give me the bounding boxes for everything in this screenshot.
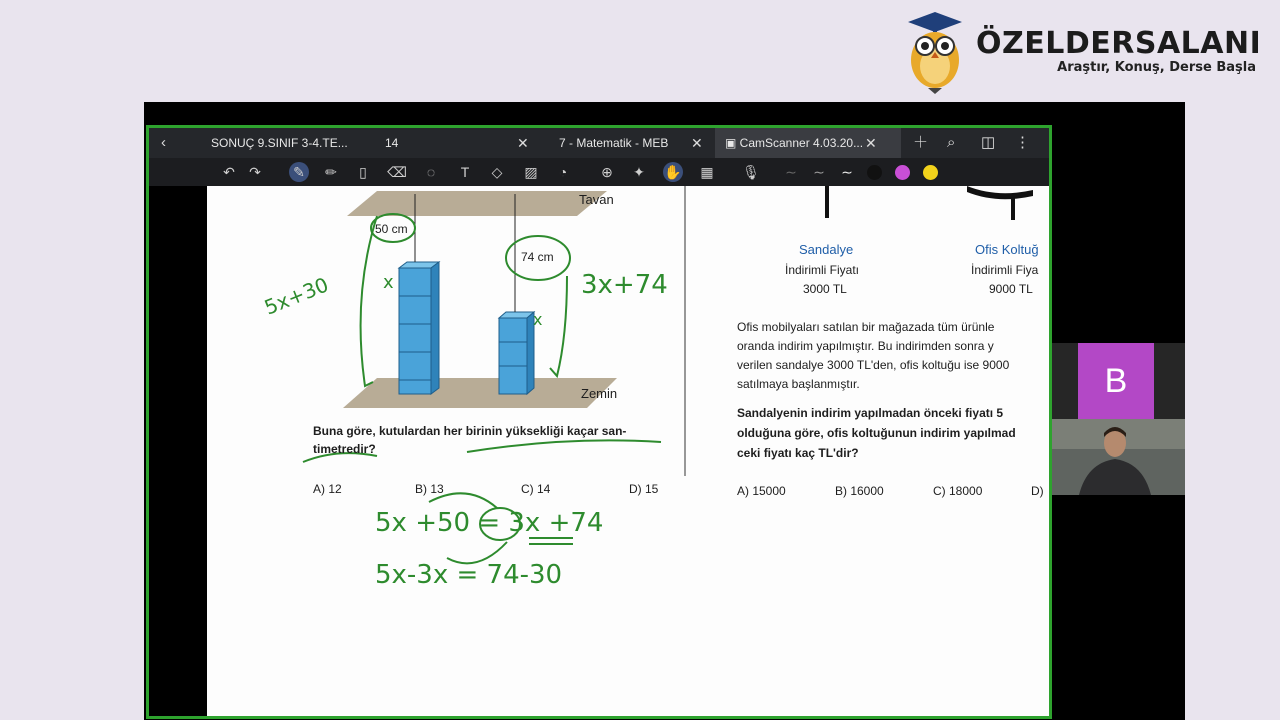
brand-logo <box>900 8 1270 98</box>
measure-right: 74 cm <box>521 250 554 264</box>
pattern-icon[interactable]: ▦ <box>700 164 714 180</box>
question-left-line1: Buna göre, kutulardan her birinin yüksekliği kaçar san- <box>313 424 627 438</box>
stroke-thick-icon[interactable]: ∼ <box>841 164 853 180</box>
zoom-icon[interactable]: ⊕ <box>601 164 613 180</box>
browser-tab-bar <box>149 128 1049 158</box>
option-b-right: B) 16000 <box>835 484 884 498</box>
laser-icon[interactable]: ✦ <box>633 164 645 180</box>
document-page[interactable] <box>207 186 1049 716</box>
color-purple-swatch[interactable] <box>895 165 910 180</box>
pen-icon[interactable]: ✎ <box>289 162 309 182</box>
handwriting-right-expr: 3x+74 <box>581 270 668 300</box>
tab-close-icon[interactable]: ✕ <box>865 135 877 151</box>
stroke-medium-icon[interactable]: ∼ <box>813 164 825 180</box>
hand-icon[interactable]: ✋ <box>664 164 682 180</box>
eraser-icon[interactable]: ⌫ <box>387 164 407 180</box>
search-icon[interactable]: ⌕ <box>947 134 956 151</box>
sticker-icon[interactable]: ◔ <box>558 164 568 180</box>
new-tab-plus-icon[interactable]: ＋ <box>913 134 929 151</box>
pencil-icon[interactable]: ✏ <box>325 164 337 180</box>
item2-price: 9000 TL <box>989 282 1033 296</box>
stroke-thin-icon[interactable]: ∼ <box>785 164 797 180</box>
more-dots-icon[interactable]: ⋮ <box>1015 134 1030 151</box>
handwriting-left-expr: 5x+30 <box>260 272 332 320</box>
owl-mascot-icon <box>904 10 966 94</box>
right-text-line1: Ofis mobilyaları satılan bir mağazada tüm ürünle <box>737 320 995 334</box>
question-right-line1: Sandalyenin indirim yapılmadan önceki fiyatı 5 <box>737 406 1004 420</box>
redo-icon[interactable]: ↷ <box>249 164 261 180</box>
shared-screen <box>146 125 1052 719</box>
chair-images <box>807 186 1049 226</box>
text-icon[interactable]: T <box>460 164 470 180</box>
brand-title: ÖZELDERSALANI <box>976 26 1262 61</box>
right-text-line3: verilen sandalye 3000 TL'den, ofis koltuğu ise 9000 <box>737 358 1010 372</box>
tab-camscanner-label: CamScanner 4.03.20... <box>739 136 864 150</box>
question-right-line3: ceki fiyatı kaç TL'dir? <box>737 446 859 460</box>
tab-close-icon[interactable]: ✕ <box>517 135 529 151</box>
shapes-icon[interactable]: ◇ <box>491 164 503 180</box>
highlighter-icon[interactable]: ▯ <box>359 164 367 180</box>
document-icon: ▣ <box>725 136 740 150</box>
handwriting-x-right: x <box>533 310 543 329</box>
question-right-line2: olduğuna göre, ofis koltuğunun indirim yapılmad <box>737 426 1016 440</box>
lasso-icon[interactable]: ◌ <box>426 164 436 180</box>
label-zemin: Zemin <box>581 386 618 401</box>
annotation-toolbar <box>149 158 1049 186</box>
option-a-right: A) 15000 <box>737 484 786 498</box>
back-chevron-icon[interactable]: ‹ <box>161 134 166 151</box>
option-d-left: D) 15 <box>629 482 659 496</box>
label-tavan: Tavan <box>579 192 614 207</box>
color-black-swatch[interactable] <box>867 165 882 180</box>
tab-14[interactable]: 14 <box>385 136 399 150</box>
image-icon[interactable]: ▨ <box>524 164 538 180</box>
option-d-right: D) <box>1031 484 1044 498</box>
handwriting-x-left: x <box>383 272 394 293</box>
handwriting-eq1: 5x +50 = 3x +74 <box>375 508 604 538</box>
sidebar-icon[interactable]: ◫ <box>981 134 996 151</box>
item2-price-label: İndirimli Fiya <box>971 263 1039 277</box>
microphone-icon[interactable]: 🎙 <box>742 164 760 180</box>
right-text-line2: oranda indirim yapılmıştır. Bu indirimden sonra y <box>737 339 994 353</box>
participant-avatar[interactable]: B <box>1078 343 1154 419</box>
participant-camera[interactable] <box>1049 419 1185 495</box>
webcam-person-icon <box>1049 419 1185 495</box>
item2-name: Ofis Koltuğ <box>975 242 1039 257</box>
option-c-left: C) 14 <box>521 482 551 496</box>
handwriting-eq2: 5x-3x = 74-30 <box>375 560 563 590</box>
option-b-left: B) 13 <box>415 482 444 496</box>
brand-tagline: Araştır, Konuş, Derse Başla <box>1057 60 1256 75</box>
item1-price-label: İndirimli Fiyatı <box>785 263 860 277</box>
tab-close-icon[interactable]: ✕ <box>691 135 703 151</box>
undo-icon[interactable]: ↶ <box>223 164 235 180</box>
color-yellow-swatch[interactable] <box>923 165 938 180</box>
page-left-margin <box>149 186 207 716</box>
option-a-left: A) 12 <box>313 482 342 496</box>
tab-sonuc[interactable]: SONUÇ 9.SINIF 3-4.TE... <box>211 136 348 150</box>
option-c-right: C) 18000 <box>933 484 983 498</box>
item1-price: 3000 TL <box>803 282 847 296</box>
item1-name: Sandalye <box>799 242 854 257</box>
question-left-line2: timetredir? <box>313 442 376 456</box>
measure-left: 50 cm <box>375 222 408 236</box>
right-text-line4: satılmaya başlanmıştır. <box>737 377 860 391</box>
tab-matematik[interactable]: 7 - Matematik - MEB <box>559 136 669 150</box>
